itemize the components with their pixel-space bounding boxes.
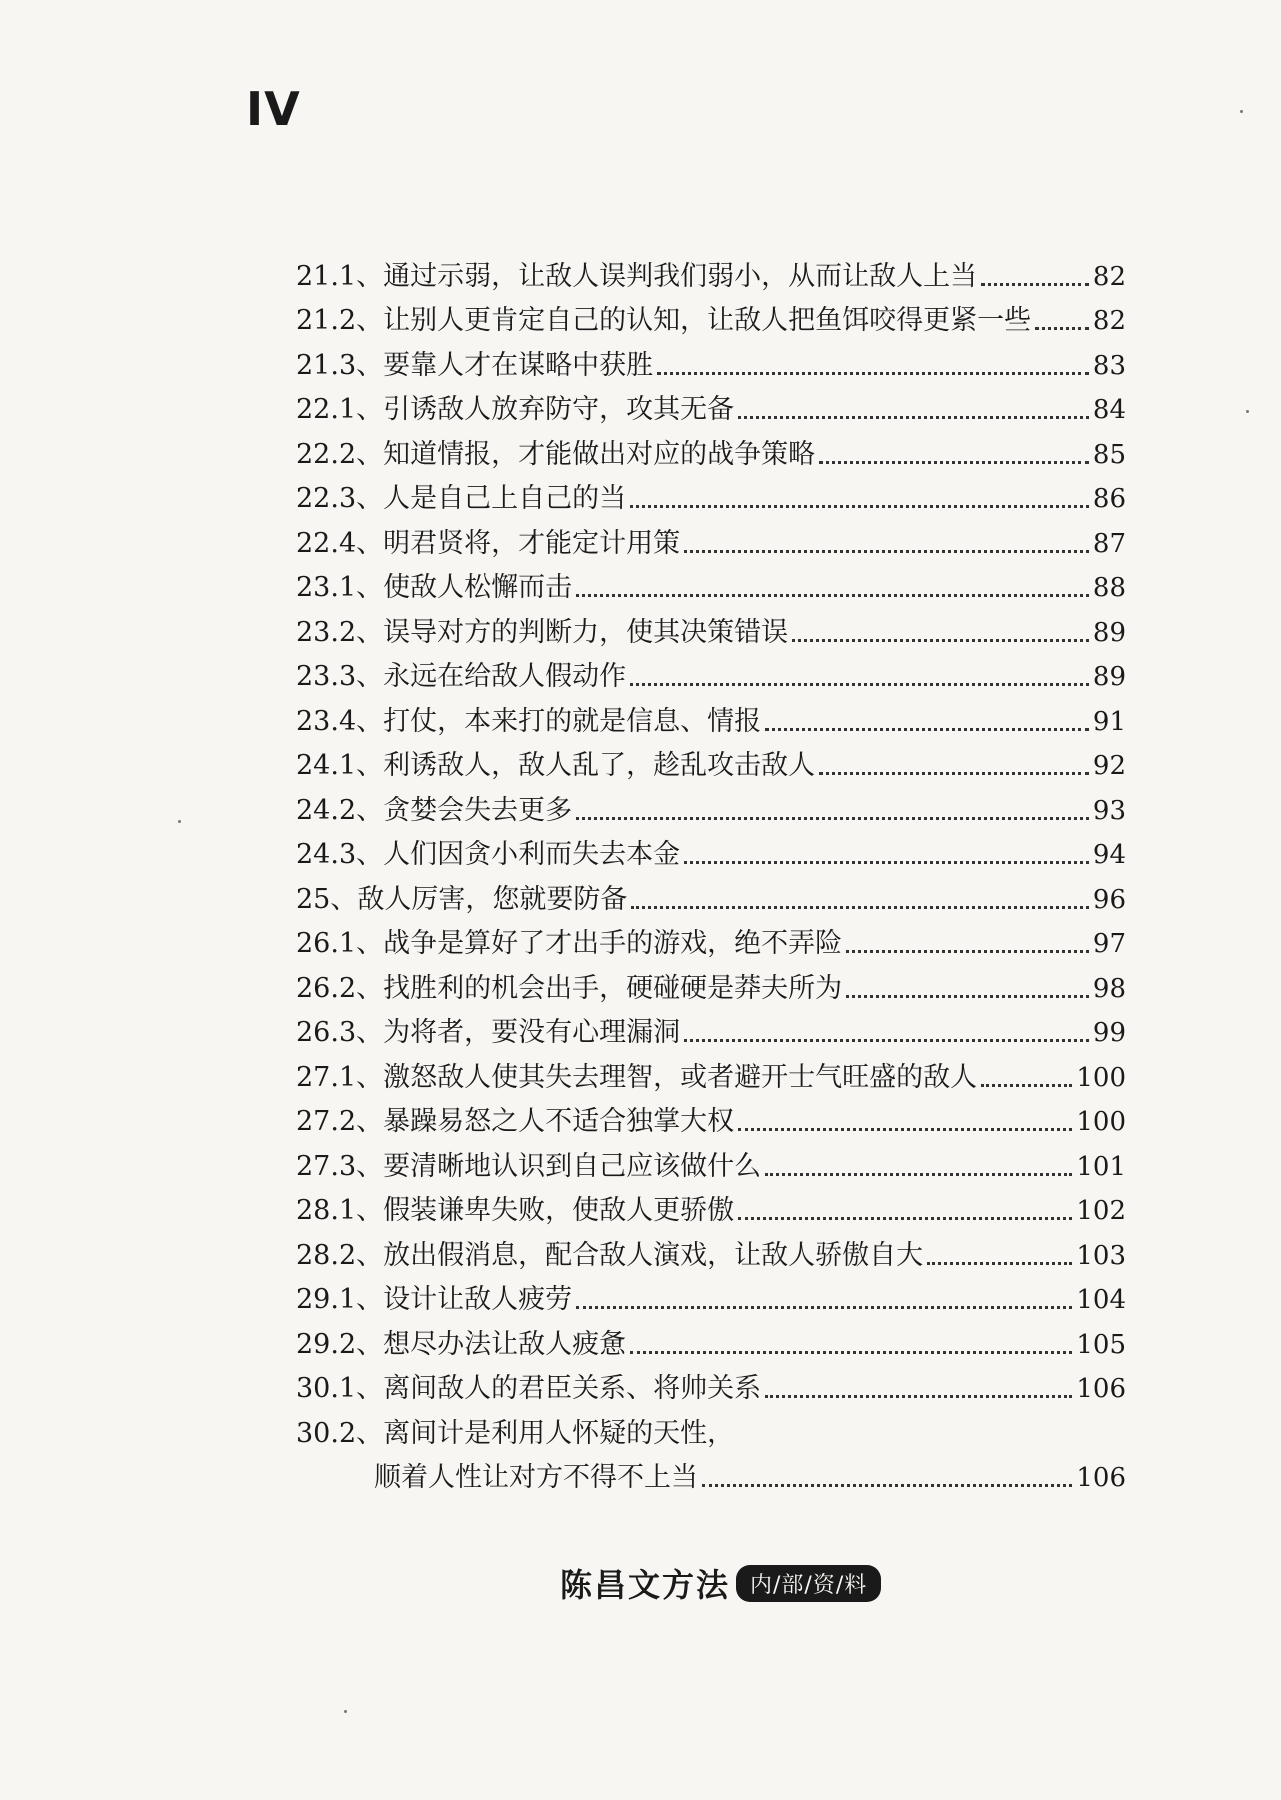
toc-entry-page: 91 xyxy=(1092,706,1126,737)
toc-entry-page: 88 xyxy=(1092,573,1126,603)
dot-leader xyxy=(738,1128,1072,1131)
toc-entry-page: 93 xyxy=(1092,795,1126,826)
toc-entry-page: 102 xyxy=(1076,1196,1126,1226)
scan-speck xyxy=(344,1710,347,1713)
scan-speck xyxy=(1246,410,1249,413)
toc-entry-number: 22.1、 xyxy=(296,394,384,425)
toc-entry-number: 23.4、 xyxy=(296,705,384,737)
toc-entry-title: 引诱敌人放弃防守，攻其无备 xyxy=(383,394,735,425)
dot-leader xyxy=(684,861,1089,864)
toc-entry xyxy=(296,295,1126,340)
toc-entry-title: 人们因贪小利而失去本金 xyxy=(383,839,681,870)
toc-entry-title: 顺着人性让对方不得不上当 xyxy=(374,1462,698,1493)
toc-entry-number: 25、 xyxy=(296,883,358,915)
dot-leader xyxy=(927,1262,1072,1265)
toc-entry-title: 为将者，要没有心理漏洞 xyxy=(383,1017,681,1048)
footer xyxy=(560,1560,881,1606)
toc-entry xyxy=(296,695,1126,740)
toc-entry-title: 找胜利的机会出手，硬碰硬是莽夫所为 xyxy=(383,972,843,1004)
toc-entry-title: 通过示弱，让敌人误判我们弱小，从而让敌人上当 xyxy=(383,260,978,292)
toc-entry-page: 105 xyxy=(1076,1329,1126,1360)
toc-entry-number: 24.3、 xyxy=(296,839,384,870)
toc-entry-title: 战争是算好了才出手的游戏，绝不弄险 xyxy=(383,928,843,959)
toc-entry-title: 利诱敌人，敌人乱了，趁乱攻击敌人 xyxy=(383,750,816,781)
dot-leader xyxy=(738,1217,1072,1220)
toc-entry-title: 离间计是利用人怀疑的天性， xyxy=(383,1417,735,1449)
toc-entry-number: 27.1、 xyxy=(296,1061,384,1093)
toc-entry xyxy=(296,517,1126,562)
toc-entry-title: 要靠人才在谋略中获胜 xyxy=(383,349,654,381)
dot-leader xyxy=(846,950,1089,953)
toc-entry-title: 明君贤将，才能定计用策 xyxy=(383,527,681,559)
toc-entry-page: 82 xyxy=(1092,261,1126,292)
toc-entry-page: 83 xyxy=(1092,350,1126,381)
dot-leader xyxy=(684,1039,1089,1042)
toc-entry xyxy=(296,1407,1126,1452)
toc-entry-page: 100 xyxy=(1076,1107,1126,1137)
internal-material-badge: 内/部/资/料 xyxy=(736,1565,881,1602)
toc-entry-number: 26.1、 xyxy=(296,928,384,959)
toc-entry-number: 30.2、 xyxy=(296,1417,384,1449)
toc-entry xyxy=(296,1274,1126,1319)
dot-leader xyxy=(576,817,1089,820)
dot-leader xyxy=(630,505,1089,508)
toc-entry-number: 30.1、 xyxy=(296,1373,384,1404)
toc-entry-title: 离间敌人的君臣关系、将帅关系 xyxy=(383,1373,762,1404)
toc-entry-page: 106 xyxy=(1076,1463,1126,1493)
toc-entry xyxy=(296,384,1126,429)
toc-entry-number: 21.3、 xyxy=(296,349,384,381)
toc-entry-page: 100 xyxy=(1076,1062,1126,1093)
toc-entry xyxy=(296,1185,1126,1230)
toc-entry-title: 永远在给敌人假动作 xyxy=(383,661,627,692)
toc-entry-number: 22.4、 xyxy=(296,527,384,559)
toc-entry-title: 想尽办法让敌人疲惫 xyxy=(383,1328,627,1360)
toc-entry-page: 89 xyxy=(1092,662,1126,692)
toc-entry-number: 26.2、 xyxy=(296,972,384,1004)
toc-entry xyxy=(296,1051,1126,1096)
toc-entry-title: 放出假消息，配合敌人演戏，让敌人骄傲自大 xyxy=(383,1239,924,1271)
toc-entry-title: 要清晰地认识到自己应该做什么 xyxy=(383,1150,762,1182)
toc-entry-page: 106 xyxy=(1076,1374,1126,1404)
toc-entry-page: 84 xyxy=(1092,395,1126,425)
toc-entry-page: 97 xyxy=(1092,929,1126,959)
toc-entry-page: 87 xyxy=(1092,528,1126,559)
dot-leader xyxy=(846,995,1089,998)
scan-speck xyxy=(1240,110,1243,113)
dot-leader xyxy=(981,1084,1072,1087)
toc-entry-number: 28.2、 xyxy=(296,1239,384,1271)
dot-leader xyxy=(819,461,1089,464)
toc-entry-number: 21.1、 xyxy=(296,260,384,292)
dot-leader xyxy=(576,1306,1072,1309)
toc-entry xyxy=(296,1140,1126,1185)
toc-entry-title: 激怒敌人使其失去理智，或者避开士气旺盛的敌人 xyxy=(383,1061,978,1093)
toc-entry xyxy=(296,1363,1126,1408)
toc-entry-title: 人是自己上自己的当 xyxy=(383,483,627,514)
page-numeral: IV xyxy=(246,82,301,136)
toc-entry-number: 24.2、 xyxy=(296,794,384,826)
toc-entry-number: 29.1、 xyxy=(296,1284,384,1315)
toc-entry-title: 暴躁易怒之人不适合独掌大权 xyxy=(383,1106,735,1137)
toc-entry-page: 85 xyxy=(1092,439,1126,470)
toc-entry-title: 贪婪会失去更多 xyxy=(383,794,573,826)
toc-entry-page: 96 xyxy=(1092,884,1126,915)
toc-entry-page: 101 xyxy=(1076,1151,1126,1182)
toc-entry xyxy=(296,339,1126,384)
dot-leader xyxy=(819,772,1089,775)
toc-entry-title: 让别人更肯定自己的认知，让敌人把鱼饵咬得更紧一些 xyxy=(383,305,1032,336)
table-of-contents xyxy=(296,250,1126,1496)
toc-entry-page: 82 xyxy=(1092,306,1126,336)
toc-entry-page: 98 xyxy=(1092,973,1126,1004)
toc-entry xyxy=(296,784,1126,829)
dot-leader xyxy=(981,283,1089,286)
toc-entry-number: 22.2、 xyxy=(296,438,384,470)
toc-entry-title: 打仗，本来打的就是信息、情报 xyxy=(383,705,762,737)
toc-entry xyxy=(296,250,1126,295)
toc-entry-number: 24.1、 xyxy=(296,750,384,781)
dot-leader xyxy=(792,639,1089,642)
dot-leader xyxy=(576,594,1089,597)
toc-entry-title: 知道情报，才能做出对应的战争策略 xyxy=(383,438,816,470)
dot-leader xyxy=(684,550,1089,553)
toc-entry-number: 27.3、 xyxy=(296,1150,384,1182)
toc-entry-number: 26.3、 xyxy=(296,1017,384,1048)
toc-entry xyxy=(296,1452,1126,1497)
dot-leader xyxy=(1035,327,1089,330)
toc-entry xyxy=(296,740,1126,785)
toc-entry-page: 94 xyxy=(1092,840,1126,870)
dot-leader xyxy=(657,372,1089,375)
toc-entry-number: 28.1、 xyxy=(296,1195,384,1226)
toc-entry-title: 假装谦卑失败，使敌人更骄傲 xyxy=(383,1195,735,1226)
toc-entry xyxy=(296,962,1126,1007)
toc-entry-number: 22.3、 xyxy=(296,483,384,514)
toc-entry-page: 104 xyxy=(1076,1285,1126,1315)
dot-leader xyxy=(630,1351,1072,1354)
toc-entry xyxy=(296,1007,1126,1052)
toc-entry-page: 103 xyxy=(1076,1240,1126,1271)
toc-entry-number: 27.2、 xyxy=(296,1106,384,1137)
toc-entry-number: 23.3、 xyxy=(296,661,384,692)
toc-entry xyxy=(296,651,1126,696)
toc-entry-number: 21.2、 xyxy=(296,305,384,336)
toc-entry xyxy=(296,562,1126,607)
toc-entry xyxy=(296,606,1126,651)
toc-entry xyxy=(296,873,1126,918)
dot-leader xyxy=(738,416,1089,419)
toc-entry xyxy=(296,1229,1126,1274)
dot-leader xyxy=(702,1484,1072,1487)
toc-entry-title: 设计让敌人疲劳 xyxy=(383,1284,573,1315)
toc-entry-page: 86 xyxy=(1092,484,1126,514)
toc-entry xyxy=(296,1318,1126,1363)
dot-leader xyxy=(630,683,1089,686)
toc-entry-number: 23.1、 xyxy=(296,572,384,603)
toc-entry xyxy=(296,829,1126,874)
dot-leader xyxy=(765,728,1089,731)
toc-entry-title: 使敌人松懈而击 xyxy=(383,572,573,603)
toc-entry-page: 99 xyxy=(1092,1018,1126,1048)
toc-entry-number: 23.2、 xyxy=(296,616,384,648)
footer-brand: 陈昌文方法 xyxy=(560,1566,731,1604)
toc-entry-number: 29.2、 xyxy=(296,1328,384,1360)
toc-entry-title: 敌人厉害，您就要防备 xyxy=(357,883,628,915)
dot-leader xyxy=(765,1173,1072,1176)
toc-entry xyxy=(296,473,1126,518)
toc-entry-title: 误导对方的判断力，使其决策错误 xyxy=(383,616,789,648)
toc-entry-page: 89 xyxy=(1092,617,1126,648)
toc-entry xyxy=(296,918,1126,963)
toc-entry-page: 92 xyxy=(1092,751,1126,781)
scan-speck xyxy=(178,820,181,823)
toc-entry xyxy=(296,428,1126,473)
dot-leader xyxy=(765,1395,1072,1398)
toc-entry xyxy=(296,1096,1126,1141)
dot-leader xyxy=(631,906,1089,909)
